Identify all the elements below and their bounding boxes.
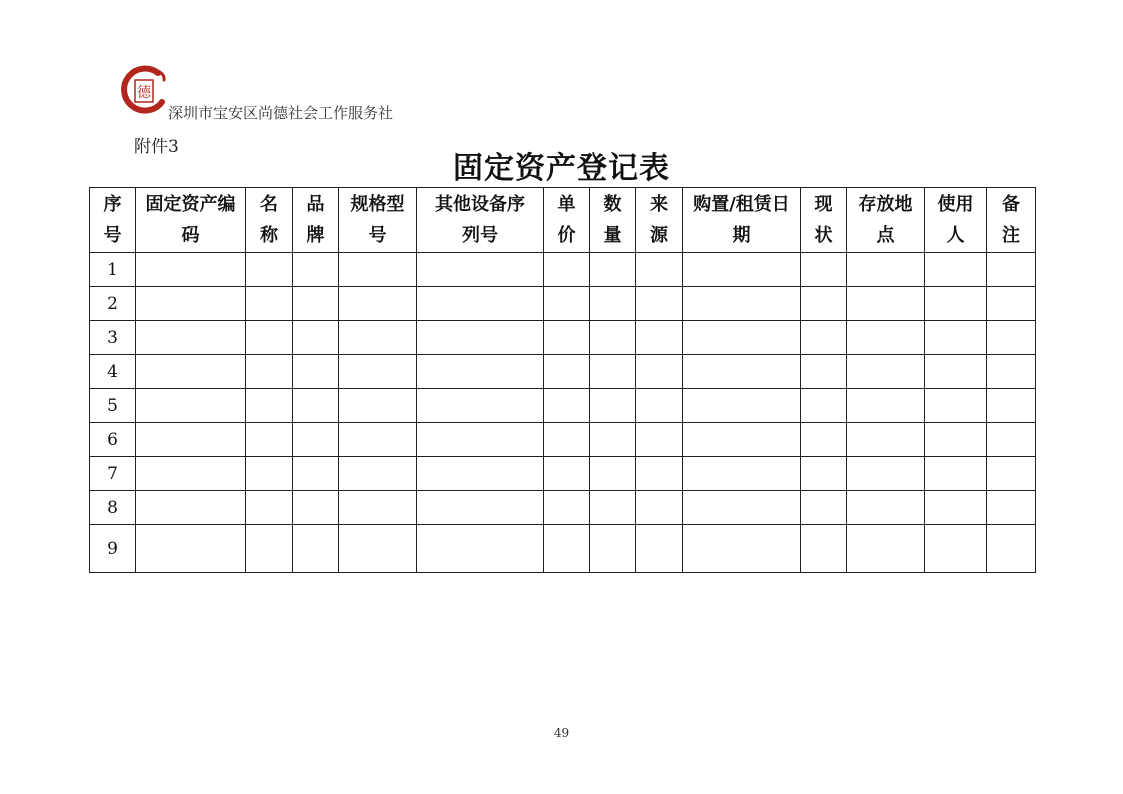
table-cell (683, 457, 801, 491)
table-cell (801, 253, 847, 287)
table-cell (339, 355, 417, 389)
table-cell (136, 525, 246, 573)
column-header-line1: 数 (603, 194, 622, 215)
table-cell (417, 457, 544, 491)
table-cell (636, 457, 683, 491)
table-cell (417, 355, 544, 389)
table-cell (417, 321, 544, 355)
table-cell (417, 287, 544, 321)
attachment-label: 附件3 (134, 137, 179, 157)
table-cell (136, 491, 246, 525)
table-cell (801, 389, 847, 423)
table-cell (590, 423, 636, 457)
table-cell (590, 525, 636, 573)
table-cell (801, 423, 847, 457)
column-header (293, 188, 339, 253)
table-cell (683, 355, 801, 389)
column-header-line2: 量 (603, 225, 622, 246)
table-cell (847, 389, 925, 423)
table-cell (683, 423, 801, 457)
logo-seal-char: 德 (137, 85, 151, 101)
table-cell (136, 355, 246, 389)
table-cell (987, 525, 1036, 573)
table-row (90, 389, 1036, 423)
table-cell (590, 355, 636, 389)
column-header (339, 188, 417, 253)
table-row (90, 355, 1036, 389)
table-cell (544, 321, 590, 355)
table-cell (339, 491, 417, 525)
table-cell (417, 491, 544, 525)
table-cell (683, 321, 801, 355)
table-cell (136, 253, 246, 287)
column-header (544, 188, 590, 253)
table-cell (987, 321, 1036, 355)
table-cell (987, 253, 1036, 287)
table-cell (683, 525, 801, 573)
column-header-line2: 点 (876, 225, 895, 246)
table-cell (590, 389, 636, 423)
table-cell (339, 457, 417, 491)
table-cell (683, 287, 801, 321)
table-cell (847, 287, 925, 321)
table-cell (683, 389, 801, 423)
column-header (925, 188, 987, 253)
table-cell (925, 321, 987, 355)
page-number: 49 (553, 726, 570, 740)
column-header (987, 188, 1036, 253)
table-cell (636, 389, 683, 423)
table-cell (590, 491, 636, 525)
column-header-line1: 品 (306, 194, 325, 215)
column-header-line1: 固定资产编 (145, 194, 236, 215)
table-cell (544, 253, 590, 287)
table-cell (801, 355, 847, 389)
table-cell (544, 423, 590, 457)
table-cell (293, 491, 339, 525)
table-cell (544, 491, 590, 525)
row-number: 1 (90, 253, 136, 287)
row-number: 3 (90, 321, 136, 355)
table-cell (636, 491, 683, 525)
column-header (136, 188, 246, 253)
column-header-line2: 列号 (462, 225, 498, 246)
table-cell (847, 423, 925, 457)
organization-logo (118, 64, 170, 116)
column-header-line2: 码 (181, 225, 200, 246)
table-cell (636, 287, 683, 321)
table-header-row (90, 188, 1036, 253)
table-cell (590, 253, 636, 287)
column-header-line1: 规格型 (350, 194, 405, 215)
table-cell (417, 525, 544, 573)
table-cell (925, 287, 987, 321)
table-cell (293, 321, 339, 355)
table-cell (590, 287, 636, 321)
table-cell (683, 253, 801, 287)
column-header-line2: 号 (103, 225, 122, 246)
table-cell (246, 423, 293, 457)
column-header (90, 188, 136, 253)
table-cell (544, 457, 590, 491)
table-cell (925, 525, 987, 573)
table-cell (293, 355, 339, 389)
column-header-line1: 购置/租赁日 (693, 194, 790, 215)
column-header-line1: 其他设备序 (435, 194, 525, 215)
table-cell (925, 491, 987, 525)
column-header (801, 188, 847, 253)
table-row (90, 491, 1036, 525)
column-header-line2: 期 (732, 225, 751, 246)
table-cell (847, 525, 925, 573)
column-header-line1: 存放地 (858, 194, 913, 215)
table-cell (293, 423, 339, 457)
table-row (90, 457, 1036, 491)
table-cell (987, 423, 1036, 457)
column-header (590, 188, 636, 253)
table-cell (339, 253, 417, 287)
table-cell (987, 355, 1036, 389)
table-cell (925, 457, 987, 491)
document-title: 固定资产登记表 (453, 151, 670, 186)
table-cell (590, 321, 636, 355)
table-cell (987, 457, 1036, 491)
row-number: 5 (90, 389, 136, 423)
table-cell (293, 525, 339, 573)
row-number: 4 (90, 355, 136, 389)
table-cell (925, 389, 987, 423)
table-cell (417, 253, 544, 287)
column-header-line1: 备 (1002, 194, 1020, 215)
table-cell (246, 253, 293, 287)
column-header-line1: 使用 (937, 194, 974, 215)
table-cell (136, 287, 246, 321)
table-cell (544, 287, 590, 321)
table-cell (636, 253, 683, 287)
column-header-line2: 价 (557, 225, 576, 246)
table-cell (246, 321, 293, 355)
table-cell (847, 321, 925, 355)
table-cell (801, 321, 847, 355)
table-row (90, 423, 1036, 457)
table-row (90, 525, 1036, 573)
table-cell (339, 525, 417, 573)
table-cell (417, 389, 544, 423)
table-cell (246, 287, 293, 321)
column-header-line2: 源 (650, 225, 668, 246)
table-cell (246, 525, 293, 573)
column-header-line1: 来 (650, 194, 668, 215)
column-header (417, 188, 544, 253)
table-cell (683, 491, 801, 525)
table-cell (544, 525, 590, 573)
column-header (683, 188, 801, 253)
table-cell (987, 491, 1036, 525)
column-header (246, 188, 293, 253)
table-cell (636, 321, 683, 355)
table-cell (246, 389, 293, 423)
table-cell (293, 253, 339, 287)
table-cell (293, 287, 339, 321)
table-row (90, 253, 1036, 287)
row-number: 6 (90, 423, 136, 457)
column-header-line1: 现 (814, 194, 833, 215)
column-header (636, 188, 683, 253)
table-cell (801, 525, 847, 573)
table-cell (339, 321, 417, 355)
table-cell (339, 389, 417, 423)
column-header (847, 188, 925, 253)
asset-register-table (89, 187, 1036, 573)
table-cell (801, 457, 847, 491)
row-number: 9 (90, 525, 136, 573)
table-row (90, 321, 1036, 355)
table-cell (136, 389, 246, 423)
table-cell (847, 491, 925, 525)
table-cell (801, 287, 847, 321)
column-header-line2: 注 (1002, 225, 1020, 246)
table-cell (636, 423, 683, 457)
table-cell (801, 491, 847, 525)
table-cell (544, 389, 590, 423)
column-header-line2: 称 (260, 225, 278, 246)
table-cell (136, 423, 246, 457)
table-cell (417, 423, 544, 457)
row-number: 2 (90, 287, 136, 321)
table-cell (544, 355, 590, 389)
table-cell (925, 423, 987, 457)
table-cell (847, 457, 925, 491)
table-cell (293, 457, 339, 491)
table-cell (339, 287, 417, 321)
table-cell (136, 457, 246, 491)
table-cell (590, 457, 636, 491)
table-cell (636, 525, 683, 573)
table-cell (925, 355, 987, 389)
table-cell (987, 389, 1036, 423)
table-cell (847, 253, 925, 287)
row-number: 8 (90, 491, 136, 525)
column-header-line1: 序 (103, 194, 122, 215)
table-cell (847, 355, 925, 389)
table-cell (246, 457, 293, 491)
table-cell (246, 355, 293, 389)
table-cell (339, 423, 417, 457)
column-header-line1: 名 (260, 194, 278, 215)
column-header-line2: 状 (814, 225, 833, 246)
column-header-line2: 人 (946, 225, 965, 246)
organization-name: 深圳市宝安区尚德社会工作服务社 (168, 104, 394, 122)
column-header-line2: 牌 (306, 225, 325, 246)
table-cell (293, 389, 339, 423)
column-header-line2: 号 (368, 225, 387, 246)
table-cell (636, 355, 683, 389)
table-cell (925, 253, 987, 287)
table-cell (136, 321, 246, 355)
table-cell (987, 287, 1036, 321)
column-header-line1: 单 (557, 194, 576, 215)
row-number: 7 (90, 457, 136, 491)
table-row (90, 287, 1036, 321)
table-cell (246, 491, 293, 525)
